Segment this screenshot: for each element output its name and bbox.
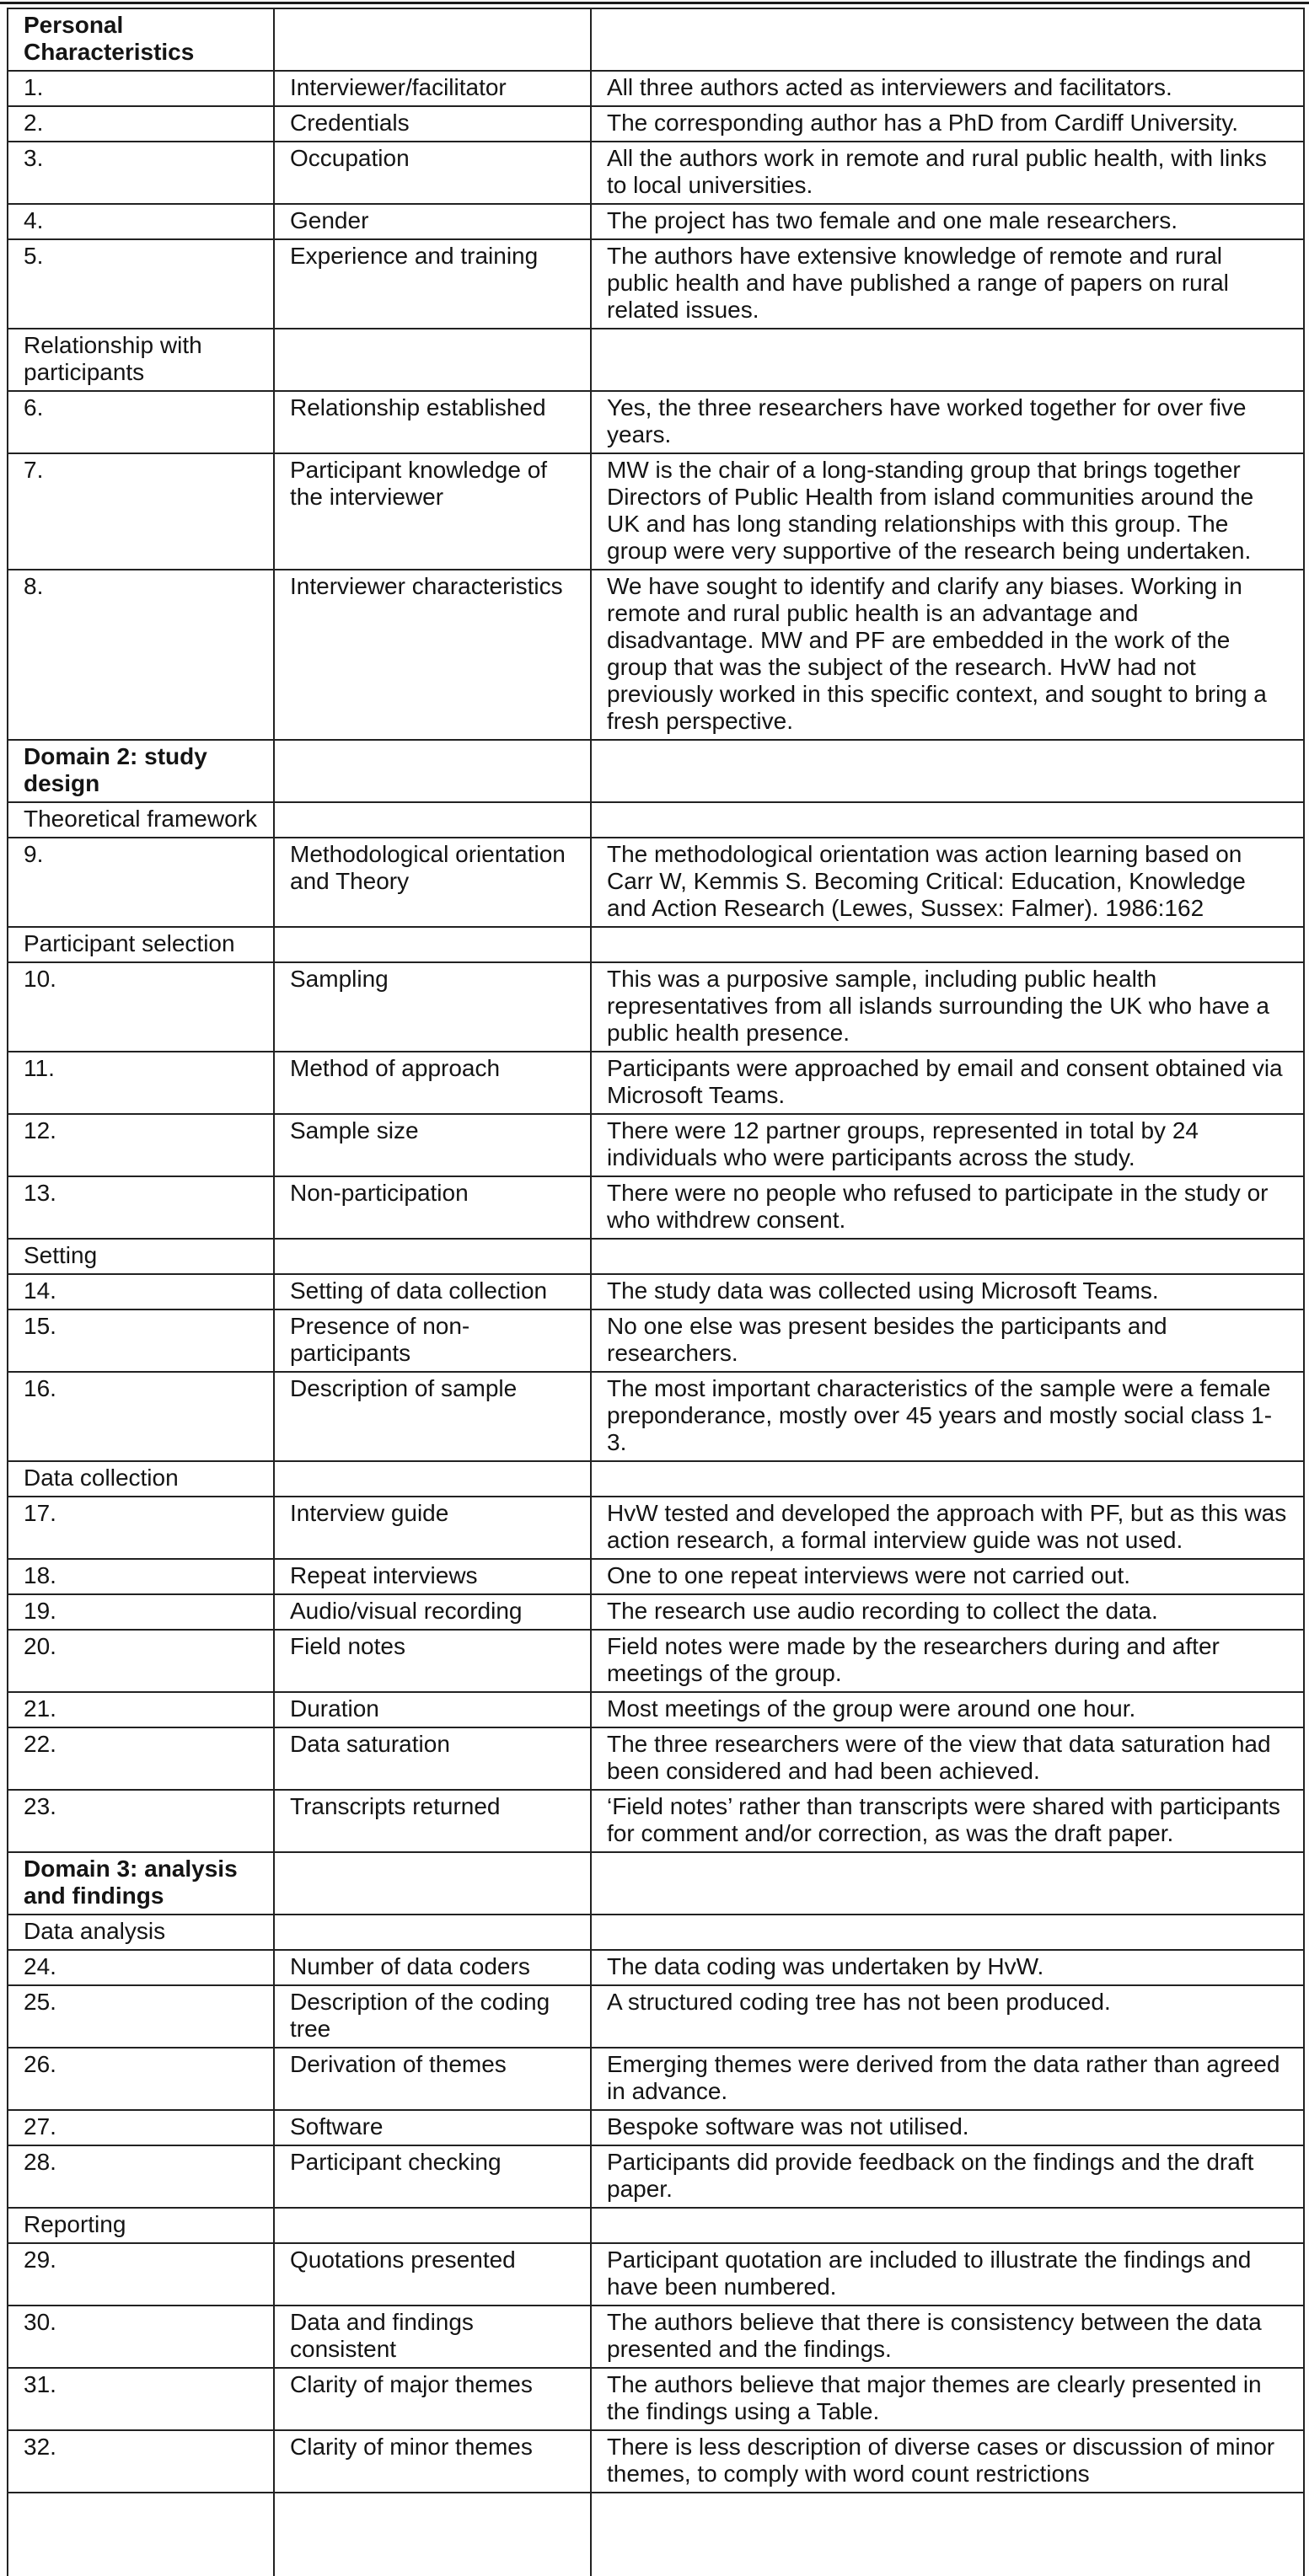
empty-cell: [274, 1852, 591, 1915]
item-criterion: Transcripts returned: [274, 1790, 591, 1852]
item-number: 9.: [8, 838, 274, 927]
item-criterion: Interview guide: [274, 1497, 591, 1559]
item-number: 32.: [8, 2430, 274, 2493]
section-row: [8, 329, 1304, 391]
item-row: [8, 1790, 1304, 1852]
item-response: All the authors work in remote and rural public health, with links to local universities.: [591, 142, 1304, 204]
item-number: 25.: [8, 1985, 274, 2048]
table-continuation-row: [8, 2493, 1304, 2576]
item-criterion: Gender: [274, 204, 591, 239]
empty-cell: [274, 2208, 591, 2243]
item-number: 19.: [8, 1594, 274, 1630]
item-response: HvW tested and developed the approach with PF, but as this was action research, a formal interview guide was not used.: [591, 1497, 1304, 1559]
item-response: The study data was collected using Microsoft Teams.: [591, 1274, 1304, 1309]
item-criterion: Presence of non-participants: [274, 1309, 591, 1372]
item-criterion: Experience and training: [274, 239, 591, 329]
item-row: [8, 239, 1304, 329]
item-response: MW is the chair of a long-standing group that brings together Directors of Public Health from island communities around the UK and has long standing relationships with this group. The group were very supportive of the research being undertaken.: [591, 453, 1304, 570]
item-criterion: Field notes: [274, 1630, 591, 1692]
item-criterion: Duration: [274, 1692, 591, 1727]
item-row: [8, 2145, 1304, 2208]
item-number: 11.: [8, 1052, 274, 1114]
section-label: Participant selection: [8, 927, 274, 962]
item-criterion: Occupation: [274, 142, 591, 204]
item-row: [8, 2110, 1304, 2145]
empty-cell: [274, 8, 591, 71]
empty-cell: [591, 329, 1304, 391]
item-response: One to one repeat interviews were not carried out.: [591, 1559, 1304, 1594]
item-criterion: Setting of data collection: [274, 1274, 591, 1309]
item-row: [8, 453, 1304, 570]
item-criterion: Sample size: [274, 1114, 591, 1176]
section-label: Data analysis: [8, 1915, 274, 1950]
item-number: 26.: [8, 2048, 274, 2110]
item-number: 29.: [8, 2243, 274, 2306]
item-response: A structured coding tree has not been produced.: [591, 1985, 1304, 2048]
item-response: The research use audio recording to collect the data.: [591, 1594, 1304, 1630]
item-criterion: Description of the coding tree: [274, 1985, 591, 2048]
item-row: [8, 1309, 1304, 1372]
item-criterion: Credentials: [274, 106, 591, 142]
item-criterion: Derivation of themes: [274, 2048, 591, 2110]
section-label: Domain 3: analysis and findings: [8, 1852, 274, 1915]
item-row: [8, 1985, 1304, 2048]
item-row: [8, 204, 1304, 239]
section-row: [8, 740, 1304, 802]
item-row: [8, 1176, 1304, 1239]
empty-cell: [274, 2493, 591, 2576]
item-row: [8, 71, 1304, 106]
item-row: [8, 1559, 1304, 1594]
item-response: We have sought to identify and clarify any biases. Working in remote and rural public health is an advantage and disadvantage. MW and PF are embedded in the work of the group that was the subject of the research. HvW had not previously worked in this specific context, and sought to bring a fresh perspective.: [591, 570, 1304, 740]
empty-cell: [591, 1915, 1304, 1950]
item-response: The corresponding author has a PhD from Cardiff University.: [591, 106, 1304, 142]
item-response: The authors believe that major themes are clearly presented in the findings using a Table.: [591, 2368, 1304, 2430]
item-row: [8, 2430, 1304, 2493]
item-criterion: Sampling: [274, 962, 591, 1052]
item-criterion: Interviewer characteristics: [274, 570, 591, 740]
coreq-checklist-table: [7, 8, 1305, 2576]
item-response: Yes, the three researchers have worked together for over five years.: [591, 391, 1304, 453]
empty-cell: [274, 1915, 591, 1950]
item-criterion: Quotations presented: [274, 2243, 591, 2306]
section-row: [8, 1461, 1304, 1497]
item-criterion: Description of sample: [274, 1372, 591, 1461]
item-number: 3.: [8, 142, 274, 204]
item-criterion: Non-participation: [274, 1176, 591, 1239]
item-row: [8, 1692, 1304, 1727]
item-row: [8, 1052, 1304, 1114]
empty-cell: [591, 8, 1304, 71]
empty-cell: [591, 1461, 1304, 1497]
item-row: [8, 1372, 1304, 1461]
item-number: 13.: [8, 1176, 274, 1239]
item-row: [8, 2368, 1304, 2430]
item-response: The data coding was undertaken by HvW.: [591, 1950, 1304, 1985]
item-row: [8, 1114, 1304, 1176]
item-criterion: Audio/visual recording: [274, 1594, 591, 1630]
item-response: Participants did provide feedback on the findings and the draft paper.: [591, 2145, 1304, 2208]
item-row: [8, 962, 1304, 1052]
item-number: 31.: [8, 2368, 274, 2430]
item-number: 27.: [8, 2110, 274, 2145]
item-response: All three authors acted as interviewers and facilitators.: [591, 71, 1304, 106]
section-label: Data collection: [8, 1461, 274, 1497]
item-number: 14.: [8, 1274, 274, 1309]
empty-cell: [591, 1239, 1304, 1274]
item-row: [8, 1497, 1304, 1559]
item-response: Participants were approached by email and consent obtained via Microsoft Teams.: [591, 1052, 1304, 1114]
empty-cell: [274, 1461, 591, 1497]
item-criterion: Participant knowledge of the interviewer: [274, 453, 591, 570]
empty-cell: [274, 927, 591, 962]
item-number: 7.: [8, 453, 274, 570]
item-row: [8, 570, 1304, 740]
item-number: 22.: [8, 1727, 274, 1790]
empty-cell: [274, 1239, 591, 1274]
item-row: [8, 2048, 1304, 2110]
item-response: The authors have extensive knowledge of remote and rural public health and have published a range of papers on rural related issues.: [591, 239, 1304, 329]
item-criterion: Repeat interviews: [274, 1559, 591, 1594]
item-response: There is less description of diverse cases or discussion of minor themes, to comply with word count restrictions: [591, 2430, 1304, 2493]
item-number: 23.: [8, 1790, 274, 1852]
empty-cell: [591, 802, 1304, 838]
section-label: Reporting: [8, 2208, 274, 2243]
section-label: Relationship with participants: [8, 329, 274, 391]
section-row: [8, 1239, 1304, 1274]
item-response: Field notes were made by the researchers during and after meetings of the group.: [591, 1630, 1304, 1692]
item-response: The authors believe that there is consistency between the data presented and the findings.: [591, 2306, 1304, 2368]
item-response: Participant quotation are included to illustrate the findings and have been numbered.: [591, 2243, 1304, 2306]
item-response: The methodological orientation was action learning based on Carr W, Kemmis S. Becoming Critical: Education, Knowledge and Action Research (Lewes, Sussex: Falmer). 1986:162: [591, 838, 1304, 927]
item-criterion: Interviewer/facilitator: [274, 71, 591, 106]
empty-cell: [274, 802, 591, 838]
item-number: 28.: [8, 2145, 274, 2208]
item-number: 6.: [8, 391, 274, 453]
item-response: There were 12 partner groups, represented in total by 24 individuals who were participants across the study.: [591, 1114, 1304, 1176]
item-number: 10.: [8, 962, 274, 1052]
item-number: 2.: [8, 106, 274, 142]
item-row: [8, 838, 1304, 927]
item-criterion: Number of data coders: [274, 1950, 591, 1985]
section-row: [8, 802, 1304, 838]
item-number: 30.: [8, 2306, 274, 2368]
section-row: [8, 1852, 1304, 1915]
item-number: 17.: [8, 1497, 274, 1559]
empty-cell: [591, 740, 1304, 802]
item-number: 4.: [8, 204, 274, 239]
item-criterion: Relationship established: [274, 391, 591, 453]
item-row: [8, 2306, 1304, 2368]
item-number: 5.: [8, 239, 274, 329]
empty-cell: [591, 2493, 1304, 2576]
item-response: Most meetings of the group were around one hour.: [591, 1692, 1304, 1727]
item-row: [8, 1950, 1304, 1985]
section-row: [8, 927, 1304, 962]
empty-cell: [591, 1852, 1304, 1915]
item-number: 12.: [8, 1114, 274, 1176]
empty-cell: [8, 2493, 274, 2576]
item-response: Bespoke software was not utilised.: [591, 2110, 1304, 2145]
item-criterion: Participant checking: [274, 2145, 591, 2208]
item-row: [8, 1727, 1304, 1790]
item-number: 21.: [8, 1692, 274, 1727]
section-row: [8, 8, 1304, 71]
section-label: Theoretical framework: [8, 802, 274, 838]
item-row: [8, 391, 1304, 453]
section-label: Setting: [8, 1239, 274, 1274]
item-response: This was a purposive sample, including public health representatives from all islands surrounding the UK who have a public health presence.: [591, 962, 1304, 1052]
item-response: There were no people who refused to participate in the study or who withdrew consent.: [591, 1176, 1304, 1239]
item-number: 1.: [8, 71, 274, 106]
item-response: Emerging themes were derived from the data rather than agreed in advance.: [591, 2048, 1304, 2110]
section-row: [8, 1915, 1304, 1950]
item-row: [8, 2243, 1304, 2306]
item-criterion: Clarity of major themes: [274, 2368, 591, 2430]
item-response: ‘Field notes’ rather than transcripts were shared with participants for comment and/or correction, as was the draft paper.: [591, 1790, 1304, 1852]
item-response: The three researchers were of the view that data saturation had been considered and had been achieved.: [591, 1727, 1304, 1790]
item-criterion: Data and findings consistent: [274, 2306, 591, 2368]
item-number: 16.: [8, 1372, 274, 1461]
item-response: The project has two female and one male researchers.: [591, 204, 1304, 239]
item-number: 24.: [8, 1950, 274, 1985]
empty-cell: [274, 329, 591, 391]
item-response: The most important characteristics of the sample were a female preponderance, mostly over 45 years and mostly social class 1-3.: [591, 1372, 1304, 1461]
item-number: 18.: [8, 1559, 274, 1594]
empty-cell: [591, 927, 1304, 962]
item-row: [8, 1594, 1304, 1630]
section-label: Personal Characteristics: [8, 8, 274, 71]
item-number: 15.: [8, 1309, 274, 1372]
page-top-rule: [0, 2, 1309, 4]
item-response: No one else was present besides the participants and researchers.: [591, 1309, 1304, 1372]
empty-cell: [591, 2208, 1304, 2243]
item-criterion: Methodological orientation and Theory: [274, 838, 591, 927]
item-row: [8, 1630, 1304, 1692]
item-criterion: Data saturation: [274, 1727, 591, 1790]
coreq-table-continuation: [8, 2493, 1304, 2576]
empty-cell: [274, 740, 591, 802]
item-row: [8, 1274, 1304, 1309]
item-criterion: Clarity of minor themes: [274, 2430, 591, 2493]
item-number: 8.: [8, 570, 274, 740]
item-row: [8, 142, 1304, 204]
item-number: 20.: [8, 1630, 274, 1692]
section-row: [8, 2208, 1304, 2243]
section-label: Domain 2: study design: [8, 740, 274, 802]
coreq-table-body: [8, 8, 1304, 2493]
item-criterion: Software: [274, 2110, 591, 2145]
item-criterion: Method of approach: [274, 1052, 591, 1114]
item-row: [8, 106, 1304, 142]
